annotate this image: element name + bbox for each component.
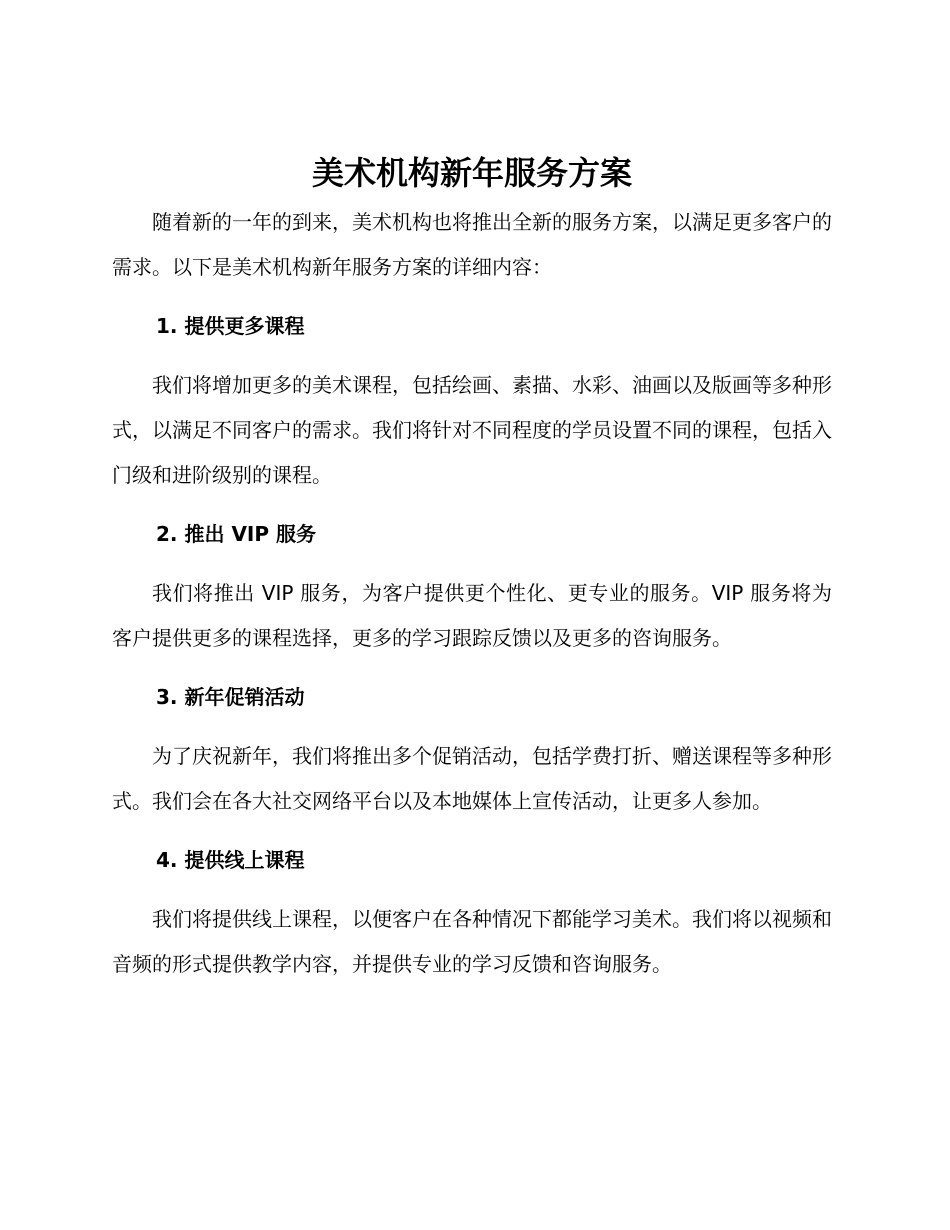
section-heading: 2. 推出 VIP 服务 [156, 522, 316, 546]
intro-paragraph: 随着新的一年的到来，美术机构也将推出全新的服务方案，以满足更多客户的需求。以下是美术机构新年服务方案的详细内容： [112, 210, 832, 279]
section-heading: 1. 提供更多课程 [156, 314, 305, 338]
section-1 [112, 304, 832, 498]
section-body: 我们将增加更多的美术课程，包括绘画、素描、水彩、油画以及版画等多种形式，以满足不同客户的需求。我们将针对不同程度的学员设置不同的课程，包括入门级和进阶级别的课程。 [112, 373, 832, 487]
section-body: 我们将推出 VIP 服务，为客户提供更个性化、更专业的服务。VIP 服务将为客户提供更多的课程选择，更多的学习跟踪反馈以及更多的咨询服务。 [112, 581, 832, 650]
section-2 [112, 512, 832, 661]
section-3 [112, 675, 832, 824]
document-title: 美术机构新年服务方案 [311, 154, 632, 192]
section-body: 我们将提供线上课程，以便客户在各种情况下都能学习美术。我们将以视频和音频的形式提供教学内容，并提供专业的学习反馈和咨询服务。 [112, 907, 832, 976]
section-4 [112, 838, 832, 987]
document-content [112, 150, 832, 987]
section-heading: 4. 提供线上课程 [156, 848, 305, 872]
section-body: 为了庆祝新年，我们将推出多个促销活动，包括学费打折、赠送课程等多种形式。我们会在各大社交网络平台以及本地媒体上宣传活动，让更多人参加。 [112, 744, 832, 813]
section-heading: 3. 新年促销活动 [156, 685, 305, 709]
